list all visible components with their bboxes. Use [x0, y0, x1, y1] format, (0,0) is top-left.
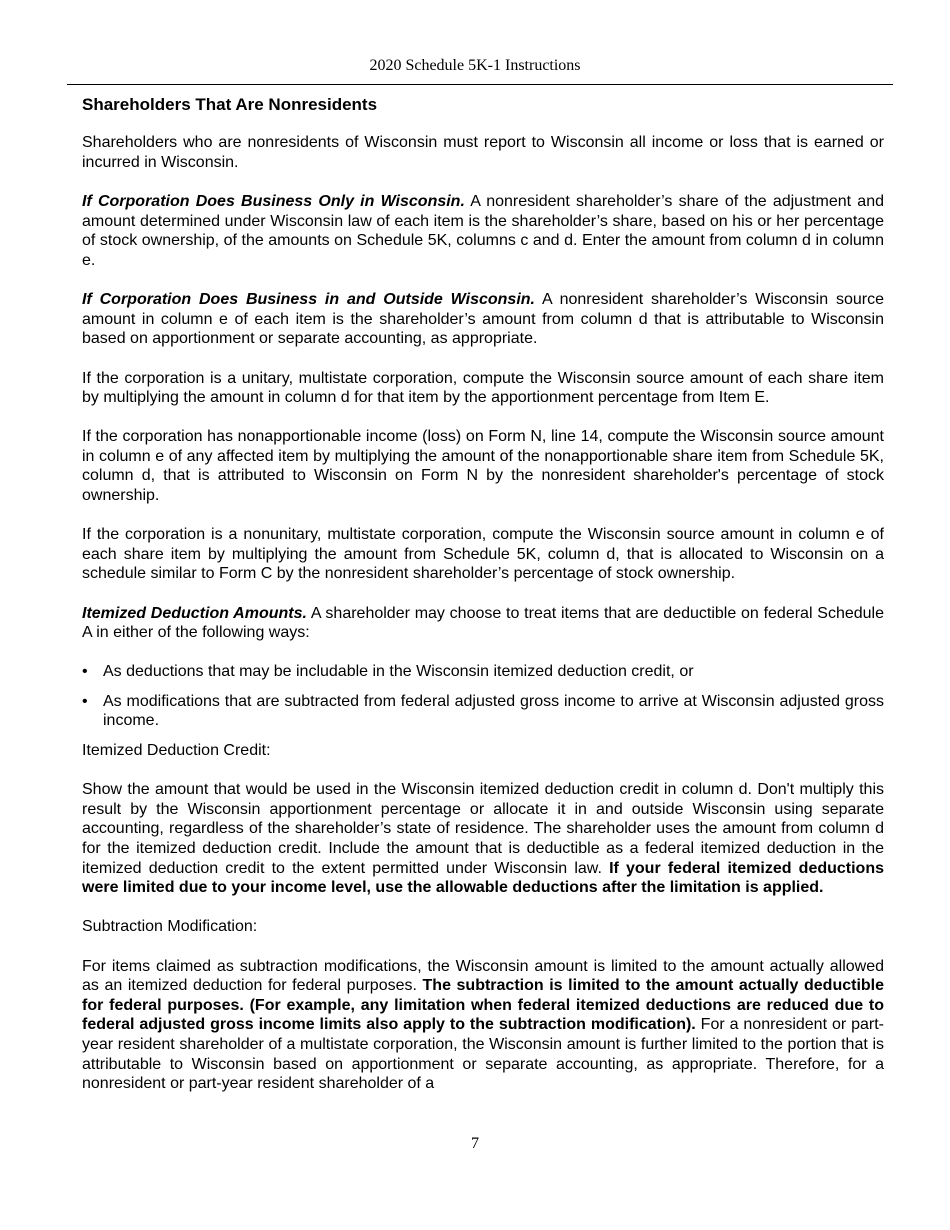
deduction-options-list: [82, 662, 884, 731]
intro-paragraph: Shareholders who are nonresidents of Wisconsin must report to Wisconsin all income or loss that is earned or incurred in Wisconsin.: [82, 134, 884, 171]
page-content: [82, 94, 884, 1113]
only-wisconsin-body: A nonresident shareholder’s share of the adjustment and amount determined under Wisconsin law of each item is the shareholder’s share, based on his or her percentage of stock ownership, of the amounts on Schedule 5K, columns c and d. Enter the amount from column d in column e.: [82, 193, 884, 269]
only-wisconsin-lead: If Corporation Does Business Only in Wisconsin.: [82, 193, 465, 211]
unitary-paragraph: If the corporation is a unitary, multistate corporation, compute the Wisconsin source amount of each share item by multiplying the amount in column d for that item by the apportionment percentage from Item E.: [82, 369, 884, 407]
credit-bold: If your federal itemized deductions were limited due to your income level, use the allowable deductions after the limitation is applied.: [82, 859, 885, 897]
credit-paragraph: [82, 780, 884, 898]
bullet-icon: •: [82, 663, 88, 681]
in-outside-body: A nonresident shareholder’s Wisconsin source amount in column e of each item is the shareholder’s amount from column d that is attributable to Wisconsin based on apportionment or separate accounting, as appropriate.: [82, 291, 884, 348]
subtraction-label: Subtraction Modification:: [82, 918, 258, 936]
list-item: [82, 662, 884, 682]
itemized-paragraph: [82, 604, 884, 643]
section-title: Shareholders That Are Nonresidents: [82, 95, 378, 114]
itemized-body: A shareholder may choose to treat items that are deductible on federal Schedule A in either of the following ways:: [82, 604, 885, 642]
in-outside-lead: If Corporation Does Business in and Outside Wisconsin.: [82, 291, 535, 309]
list-item-text: As modifications that are subtracted from federal adjusted gross income to arrive at Wisconsin adjusted gross income.: [103, 692, 884, 730]
header-rule: [67, 84, 893, 85]
credit-body: Show the amount that would be used in the Wisconsin itemized deduction credit in column d. Don't multiply this result by the Wisconsin apportionment percentage or allocate it in and outside Wisconsin using separate accounting, regardless of the shareholder’s state of residence. The shareholder uses the amount from column d for the itemized deduction credit. Include the amount that is deductible as a federal itemized deduction in the itemized deduction credit to the extent permitted under Wisconsin law.: [82, 781, 884, 877]
subtraction-bold: The subtraction is limited to the amount actually deductible for federal purposes. (For example, any limitation when federal itemized deductions are reduced due to federal adjusted gross income limits also apply to the subtraction modification).: [82, 977, 885, 1034]
list-item: [82, 692, 884, 731]
only-wisconsin-paragraph: [82, 192, 884, 270]
itemized-lead: Itemized Deduction Amounts.: [82, 604, 307, 622]
bullet-icon: •: [82, 692, 88, 710]
page-number: 7: [471, 1135, 479, 1152]
subtraction-paragraph: [82, 957, 884, 1094]
nonunitary-paragraph: If the corporation is a nonunitary, multistate corporation, compute the Wisconsin source amount in column e of each share item by multiplying the amount from Schedule 5K, column d, that is allocated to Wisconsin on a schedule similar to Form C by the nonresident shareholder’s percentage of stock ownership.: [82, 526, 884, 583]
page-header: 2020 Schedule 5K-1 Instructions: [369, 57, 581, 74]
subtraction-body-1: For items claimed as subtraction modifications, the Wisconsin amount is limited to the amount actually allowed as an itemized deduction for federal purposes.: [82, 957, 884, 995]
in-outside-paragraph: [82, 290, 884, 349]
nonapportionable-paragraph: If the corporation has nonapportionable income (loss) on Form N, line 14, compute the Wisconsin source amount in column e of any affected item by multiplying the amount of the nonapportionable share item from Schedule 5K, column d, that is attributed to Wisconsin on Form N by the nonresident shareholder's percentage of stock ownership.: [82, 428, 884, 505]
subtraction-body-2: For a nonresident or part-year resident shareholder of a multistate corporation, the Wisconsin amount is further limited to the portion that is attributable to Wisconsin based on apportionment or separate accounting, as appropriate. Therefore, for a nonresident or part-year resident shareholder of a: [82, 1016, 884, 1093]
credit-label: Itemized Deduction Credit:: [82, 742, 271, 759]
list-item-text: As deductions that may be includable in the Wisconsin itemized deduction credit, or: [103, 663, 694, 681]
